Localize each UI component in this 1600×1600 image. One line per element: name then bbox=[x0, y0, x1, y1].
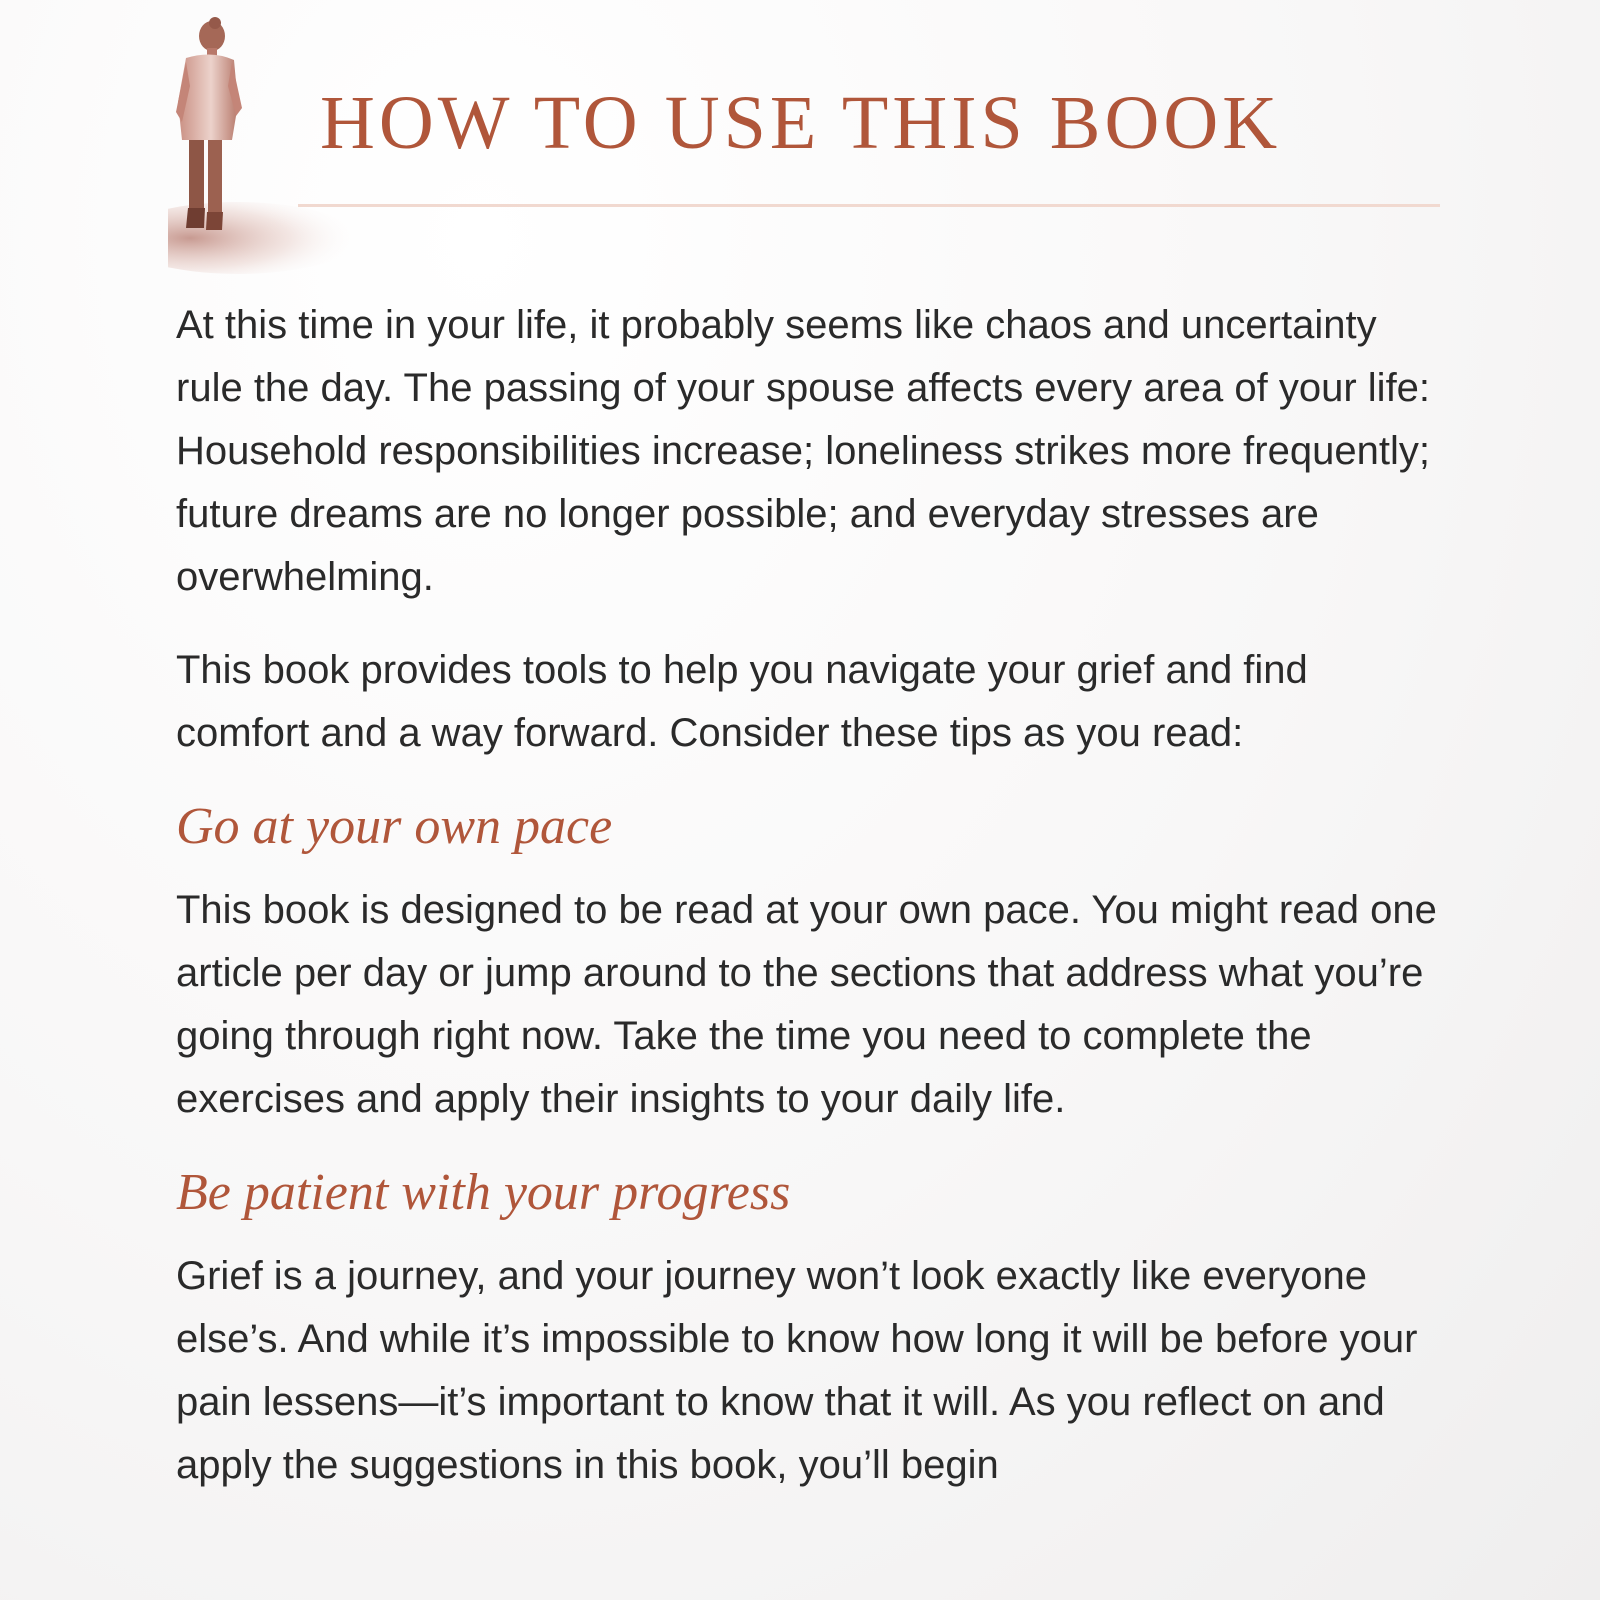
article-body bbox=[176, 294, 1446, 1527]
section-heading-patience: Be patient with your progress bbox=[176, 1164, 791, 1221]
intro-paragraph-tips: This book provides tools to help you navigate your grief and find comfort and a way forward. Consider these tips as you read: bbox=[176, 648, 1308, 755]
section-heading-pace: Go at your own pace bbox=[176, 798, 613, 855]
page-title: HOW TO USE THIS BOOK bbox=[320, 81, 1282, 165]
section-body-patience: Grief is a journey, and your journey won’t look exactly like everyone else’s. And while it’s impossible to know how long it will be before your pain lessens—it’s important to know that it will. As you reflect on and apply the suggestions in this book, you’ll begin bbox=[176, 1254, 1418, 1487]
intro-paragraph: At this time in your life, it probably seems like chaos and uncertainty rule the day. The passing of your spouse affects every area of your life: Household responsibilities increase; loneliness strikes more frequently; future dreams are no longer possible; and everyday stresses are overwhelming. bbox=[176, 303, 1431, 599]
section-body-pace: This book is designed to be read at your own pace. You might read one article per day or jump around to the sections that address what you’re going through right now. Take the time you need to complete the exercises and apply their insights to your daily life. bbox=[176, 888, 1437, 1121]
title-divider bbox=[298, 204, 1440, 207]
